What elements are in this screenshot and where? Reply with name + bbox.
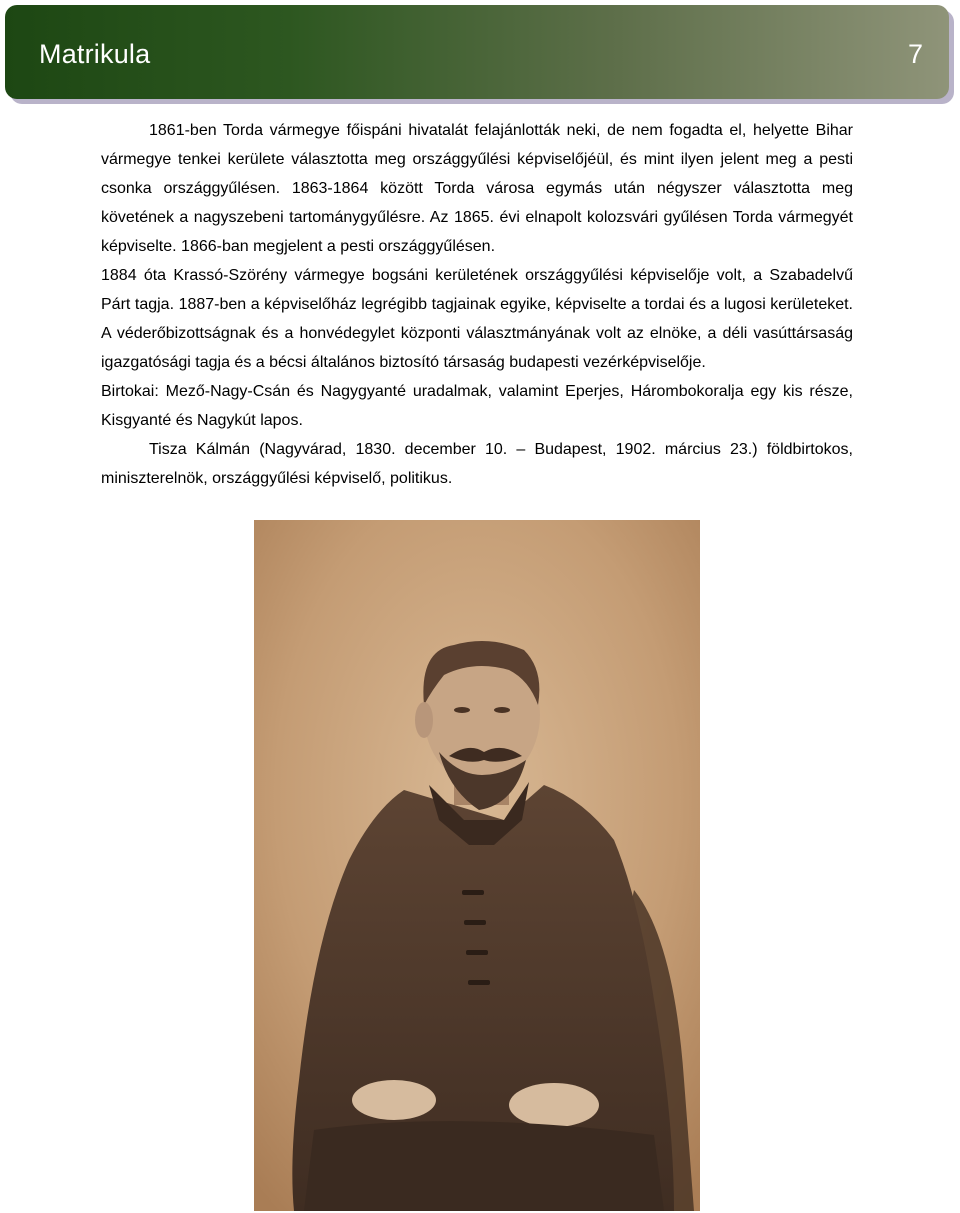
paragraph-3: Birtokai: Mező-Nagy-Csán és Nagygyanté uradalmak, valamint Eperjes, Hárombokoralja egy kis része, Kisgyanté és Nagykút lapos. bbox=[101, 383, 853, 429]
eye-right bbox=[494, 707, 510, 713]
hand-left bbox=[352, 1080, 436, 1120]
coat-frog-3 bbox=[466, 950, 488, 955]
coat-frog-4 bbox=[468, 980, 490, 985]
paragraph-2: 1884 óta Krassó-Szörény vármegye bogsáni kerületének országgyűlési képviselője volt, a Szabadelvű Párt tagja. 1887-ben a képviselőház legrégibb tagjainak egyike, képviselte a tordai és a lugosi kerületeket. A véderőbizottságnak és a honvédegylet központi választmányának volt az elnöke, a déli vasúttársaság igazgatósági tagja és a bécsi általános biztosító társaság budapesti vezérképviselője. bbox=[101, 267, 853, 371]
page-header bbox=[5, 5, 949, 99]
page-number: 7 bbox=[907, 39, 923, 69]
trousers bbox=[304, 1121, 664, 1211]
hand-right bbox=[509, 1083, 599, 1127]
paragraph-1: 1861-ben Torda vármegye főispáni hivatalát felajánlották neki, de nem fogadta el, helyette Bihar vármegye tenkei kerülete választotta meg országgyűlési képviselőjéül, és mint ilyen jelent meg a pesti csonka országgyűlésen. 1863-1864 között Torda városa egymás után négyszer választotta meg követének a nagyszebeni tartománygyűlésre. Az 1865. évi elnapolt kolozsvári gyűlésen Torda vármegyét képviselte. 1866-ban megjelent a pesti országgyűlésen. bbox=[101, 122, 853, 255]
portrait-photo bbox=[254, 520, 700, 1211]
ear bbox=[415, 702, 433, 738]
paragraph-4: Tisza Kálmán (Nagyvárad, 1830. december 10. – Budapest, 1902. március 23.) földbirtokos, miniszterelnök, országgyűlési képviselő, politikus. bbox=[101, 441, 853, 487]
coat-frog-1 bbox=[462, 890, 484, 895]
coat-frog-2 bbox=[464, 920, 486, 925]
header-title: Matrikula bbox=[39, 39, 151, 69]
eye-left bbox=[454, 707, 470, 713]
body-text bbox=[101, 116, 853, 493]
